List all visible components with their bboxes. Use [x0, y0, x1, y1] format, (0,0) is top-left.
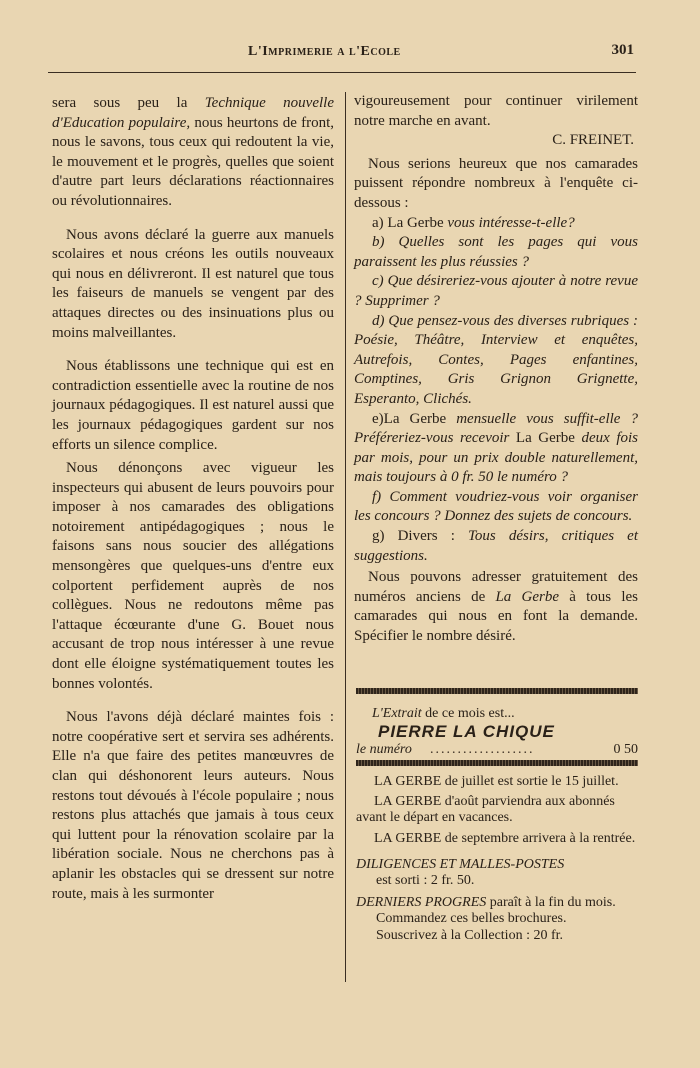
running-title: L'Imprimerie a l'Ecole [248, 44, 401, 59]
paragraph [354, 568, 638, 646]
text-run: Nous pouvons adresser gratuitement des numéros anciens de [354, 569, 638, 605]
text-run: de ce mois est... [421, 706, 515, 721]
survey-question-f [354, 488, 638, 527]
survey-question-g [354, 527, 638, 566]
header-rule [48, 72, 636, 73]
paragraph: Nous l'avons déjà déclaré maintes fois : notre coopérative sert et servira ses adhérents. Elle n'a que faire des petites manœuvres de clan qui déshonorent leurs auteurs. Nous restons tout dévoués à l'école populaire ; nous restons plus attachés que jamais à tous ceux qui luttent pour la rénovation scolaire par la libération sociale. Nous ne cherchons pas à aplanir les obstacles qui se dressent sur notre route, mais à les surmonter [52, 709, 334, 902]
price-leader-dots: ................... [430, 742, 535, 757]
italic-title: La Gerbe [495, 588, 560, 605]
survey-question-b [354, 233, 638, 272]
paragraph: vigoureusement pour continuer virilement notre marche en avant. [354, 93, 638, 129]
decorative-bar [356, 760, 638, 766]
italic-text: c) Que désireriez-vous ajouter à notre revue ? Supprimer ? [354, 273, 638, 309]
survey-question-a [354, 214, 638, 234]
survey-intro: Nous serions heureux que nos camarades puissent répondre nombreux à l'enquête ci-dessous : [354, 155, 638, 211]
column-divider [345, 92, 346, 982]
price-label: le numéro [356, 742, 412, 757]
extract-line [372, 706, 515, 722]
price-row [356, 742, 638, 758]
paragraph: Nous établissons une technique qui est en contradiction essentielle avec la routine de nos journaux pédagogiques. Il est naturel aussi que les journaux pédagogiques gardent sur nos efforts un silence complice. [52, 358, 334, 453]
text-run: nous heurtons de front, nous le savons, tous ceux qui redoutent la vie, le mouvement et le progrès, quelles que soient d'autre part leurs déclarations réactionnaires ou révolutionnaires. [52, 114, 335, 209]
text-run: sera sous peu la [52, 95, 205, 111]
notice: Souscrivez à la Collection : 20 fr. [376, 927, 564, 943]
notices-block [356, 774, 640, 944]
survey-question-e [354, 410, 638, 488]
price-value: 0 50 [613, 742, 638, 757]
italic-text: f) Comment voudriez-vous voir organiser les concours ? Donnez des sujets de concours. [354, 488, 638, 525]
survey-question-c [354, 272, 638, 311]
promo-title: PIERRE LA CHIQUE [378, 722, 555, 741]
text-run: à tous les camarades qui nous en font la demande. Spécifier le nombre désiré. [354, 588, 639, 645]
text-run: a) La Gerbe [372, 214, 448, 231]
extract-promo-box [356, 688, 638, 768]
notice: LA GERBE d'août parviendra aux abonnés avant le départ en vacances. [356, 794, 615, 826]
left-column [52, 94, 334, 904]
brochure-title: DILIGENCES ET MALLES-POSTES [356, 856, 565, 872]
italic-text: deux fois par mois, pour un prix double naturellement, mais toujours à 0 fr. 50 le numéro ? [354, 430, 638, 486]
page-header [48, 40, 634, 66]
right-column [354, 92, 638, 647]
decorative-bar [356, 688, 638, 694]
italic-text: b) Quelles sont les pages qui vous paraissent les plus réussies ? [354, 234, 638, 270]
paragraph: Nous dénonçons avec vigueur les inspecteurs qui abusent de leurs pouvoirs pour imposer à nos camarades des obligations notoirement antipédagogiques ; nous le faisons sans nous soucier des allégations mensongères que quelques-uns d'entre eux colportent perfidement auprès de nos collègues. Nous ne redoutons même pas l'attaque écœurante d'une G. Bouet nous accusant de trop nous intéresser à une revue dont elle éloigne systématiquement toutes les bonnes volontés. [52, 460, 334, 692]
notice [356, 857, 640, 889]
notice: LA GERBE de septembre arrivera à la rentrée. [374, 830, 636, 846]
italic-text: mensuelle vous suffit-elle ? Préféreriez-vous recevoir [354, 410, 638, 447]
signature: C. FREINET. [552, 132, 634, 149]
paragraph [52, 94, 334, 212]
text-run: La Gerbe [509, 430, 582, 447]
brochure-title: DERNIERS PROGRES [356, 895, 487, 911]
page-number: 301 [611, 42, 634, 58]
italic-title: Technique nouvelle d'Education populaire, [52, 95, 334, 131]
text-run: g) Divers : [372, 528, 468, 545]
notice: Commandez ces belles brochures. [376, 911, 567, 927]
text-run: e)La Gerbe [372, 410, 457, 427]
text-run: est sorti : 2 fr. 50. [376, 873, 475, 889]
italic-text: L'Extrait [372, 706, 422, 721]
italic-text: Tous désirs, critiques et suggestions. [354, 528, 638, 564]
notice: LA GERBE de juillet est sortie le 15 juillet. [374, 774, 619, 789]
notice [356, 895, 640, 911]
paragraph: Nous avons déclaré la guerre aux manuels scolaires et nous créons les outils nouveaux qui nous en délivreront. Il est naturel que tous les faiseurs de manuels se vengent par des attaques directes ou des insinuations plus ou moins malveillantes. [52, 226, 334, 341]
italic-text: d) Que pensez-vous des diverses rubriques : Poésie, Théâtre, Interview et enquêtes, Autrefois, Contes, Pages enfantines, Comptines, Gris Grignon Grignette, Esperanto, Clichés. [354, 312, 638, 407]
text-run: paraît à la fin du mois. [486, 895, 616, 911]
survey-question-d [354, 312, 638, 410]
italic-text: vous intéresse-t-elle? [447, 214, 575, 231]
